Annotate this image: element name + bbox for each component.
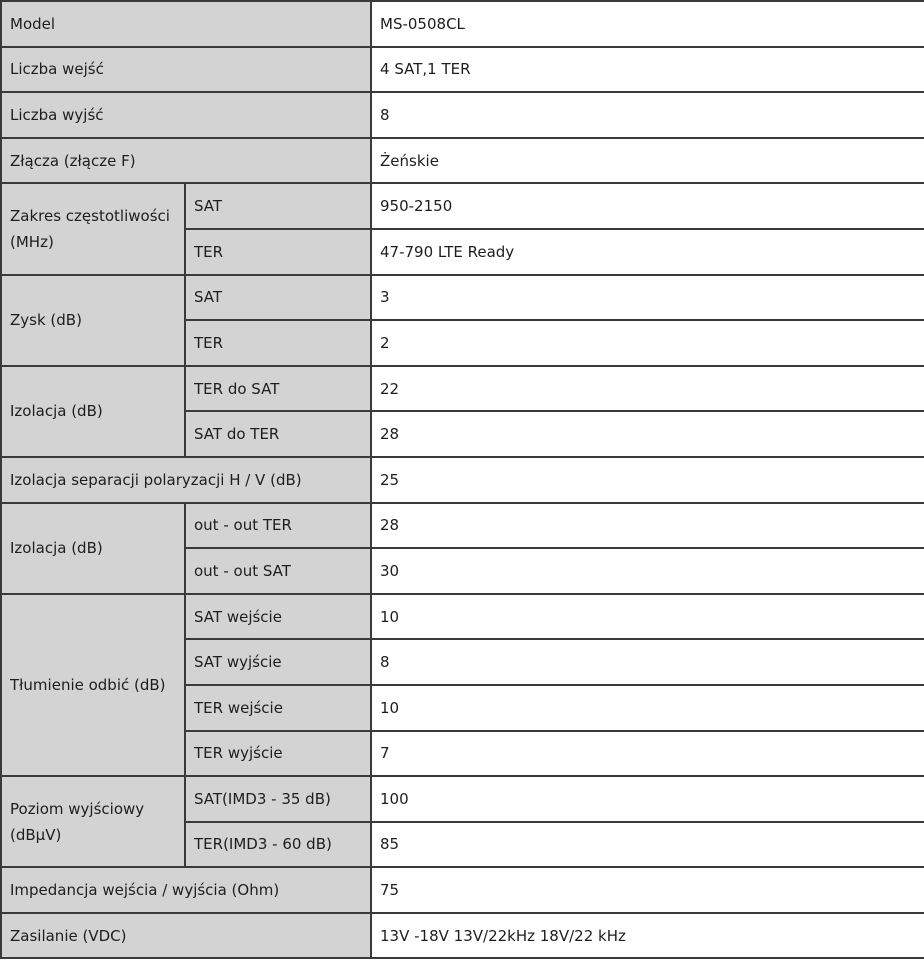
table-row xyxy=(1,92,924,138)
row-value-output-level-ter: 85 xyxy=(371,822,924,868)
table-row xyxy=(1,183,924,229)
table-row xyxy=(1,457,924,503)
row-sublabel-frequency-ter: TER xyxy=(185,229,371,275)
row-sublabel-gain-ter: TER xyxy=(185,320,371,366)
row-label-isolation: Izolacja (dB) xyxy=(1,366,185,457)
table-row xyxy=(1,138,924,184)
row-label-output-level: Poziom wyjściowy (dBµV) xyxy=(1,776,185,867)
row-value-return-loss-sat-in: 10 xyxy=(371,594,924,640)
row-sublabel-return-loss-ter-out: TER wyjście xyxy=(185,731,371,777)
table-row xyxy=(1,867,924,913)
row-label-power: Zasilanie (VDC) xyxy=(1,913,371,959)
row-value-impedance: 75 xyxy=(371,867,924,913)
row-label-isolation-out: Izolacja (dB) xyxy=(1,503,185,594)
row-value-outputs: 8 xyxy=(371,92,924,138)
row-value-gain-sat: 3 xyxy=(371,275,924,321)
table-row xyxy=(1,594,924,640)
table-row xyxy=(1,913,924,959)
row-value-frequency-ter: 47-790 LTE Ready xyxy=(371,229,924,275)
row-value-inputs: 4 SAT,1 TER xyxy=(371,47,924,93)
row-value-gain-ter: 2 xyxy=(371,320,924,366)
table-row xyxy=(1,1,924,47)
row-value-frequency-sat: 950-2150 xyxy=(371,183,924,229)
row-sublabel-output-level-sat: SAT(IMD3 - 35 dB) xyxy=(185,776,371,822)
row-sublabel-isolation-out-sat: out - out SAT xyxy=(185,548,371,594)
row-sublabel-isolation-sat-ter: SAT do TER xyxy=(185,411,371,457)
table-row xyxy=(1,366,924,412)
row-value-return-loss-ter-in: 10 xyxy=(371,685,924,731)
row-label-frequency: Zakres częstotliwości (MHz) xyxy=(1,183,185,274)
row-sublabel-isolation-out-ter: out - out TER xyxy=(185,503,371,549)
row-label-inputs: Liczba wejść xyxy=(1,47,371,93)
row-label-polarization: Izolacja separacji polaryzacji H / V (dB) xyxy=(1,457,371,503)
row-value-output-level-sat: 100 xyxy=(371,776,924,822)
table-row xyxy=(1,503,924,549)
row-value-isolation-out-ter: 28 xyxy=(371,503,924,549)
table-row xyxy=(1,275,924,321)
row-sublabel-return-loss-ter-in: TER wejście xyxy=(185,685,371,731)
row-value-isolation-sat-ter: 28 xyxy=(371,411,924,457)
row-sublabel-output-level-ter: TER(IMD3 - 60 dB) xyxy=(185,822,371,868)
table-row xyxy=(1,47,924,93)
row-sublabel-return-loss-sat-out: SAT wyjście xyxy=(185,639,371,685)
row-label-outputs: Liczba wyjść xyxy=(1,92,371,138)
table-row xyxy=(1,776,924,822)
row-sublabel-return-loss-sat-in: SAT wejście xyxy=(185,594,371,640)
row-label-return-loss: Tłumienie odbić (dB) xyxy=(1,594,185,776)
row-sublabel-frequency-sat: SAT xyxy=(185,183,371,229)
row-label-model: Model xyxy=(1,1,371,47)
row-label-gain: Zysk (dB) xyxy=(1,275,185,366)
row-value-return-loss-ter-out: 7 xyxy=(371,731,924,777)
row-label-impedance: Impedancja wejścia / wyjścia (Ohm) xyxy=(1,867,371,913)
row-value-connectors: Żeńskie xyxy=(371,138,924,184)
row-value-isolation-out-sat: 30 xyxy=(371,548,924,594)
row-value-power: 13V -18V 13V/22kHz 18V/22 kHz xyxy=(371,913,924,959)
row-value-polarization: 25 xyxy=(371,457,924,503)
row-value-isolation-ter-sat: 22 xyxy=(371,366,924,412)
row-sublabel-isolation-ter-sat: TER do SAT xyxy=(185,366,371,412)
row-label-connectors: Złącza (złącze F) xyxy=(1,138,371,184)
row-sublabel-gain-sat: SAT xyxy=(185,275,371,321)
row-value-model: MS-0508CL xyxy=(371,1,924,47)
row-value-return-loss-sat-out: 8 xyxy=(371,639,924,685)
